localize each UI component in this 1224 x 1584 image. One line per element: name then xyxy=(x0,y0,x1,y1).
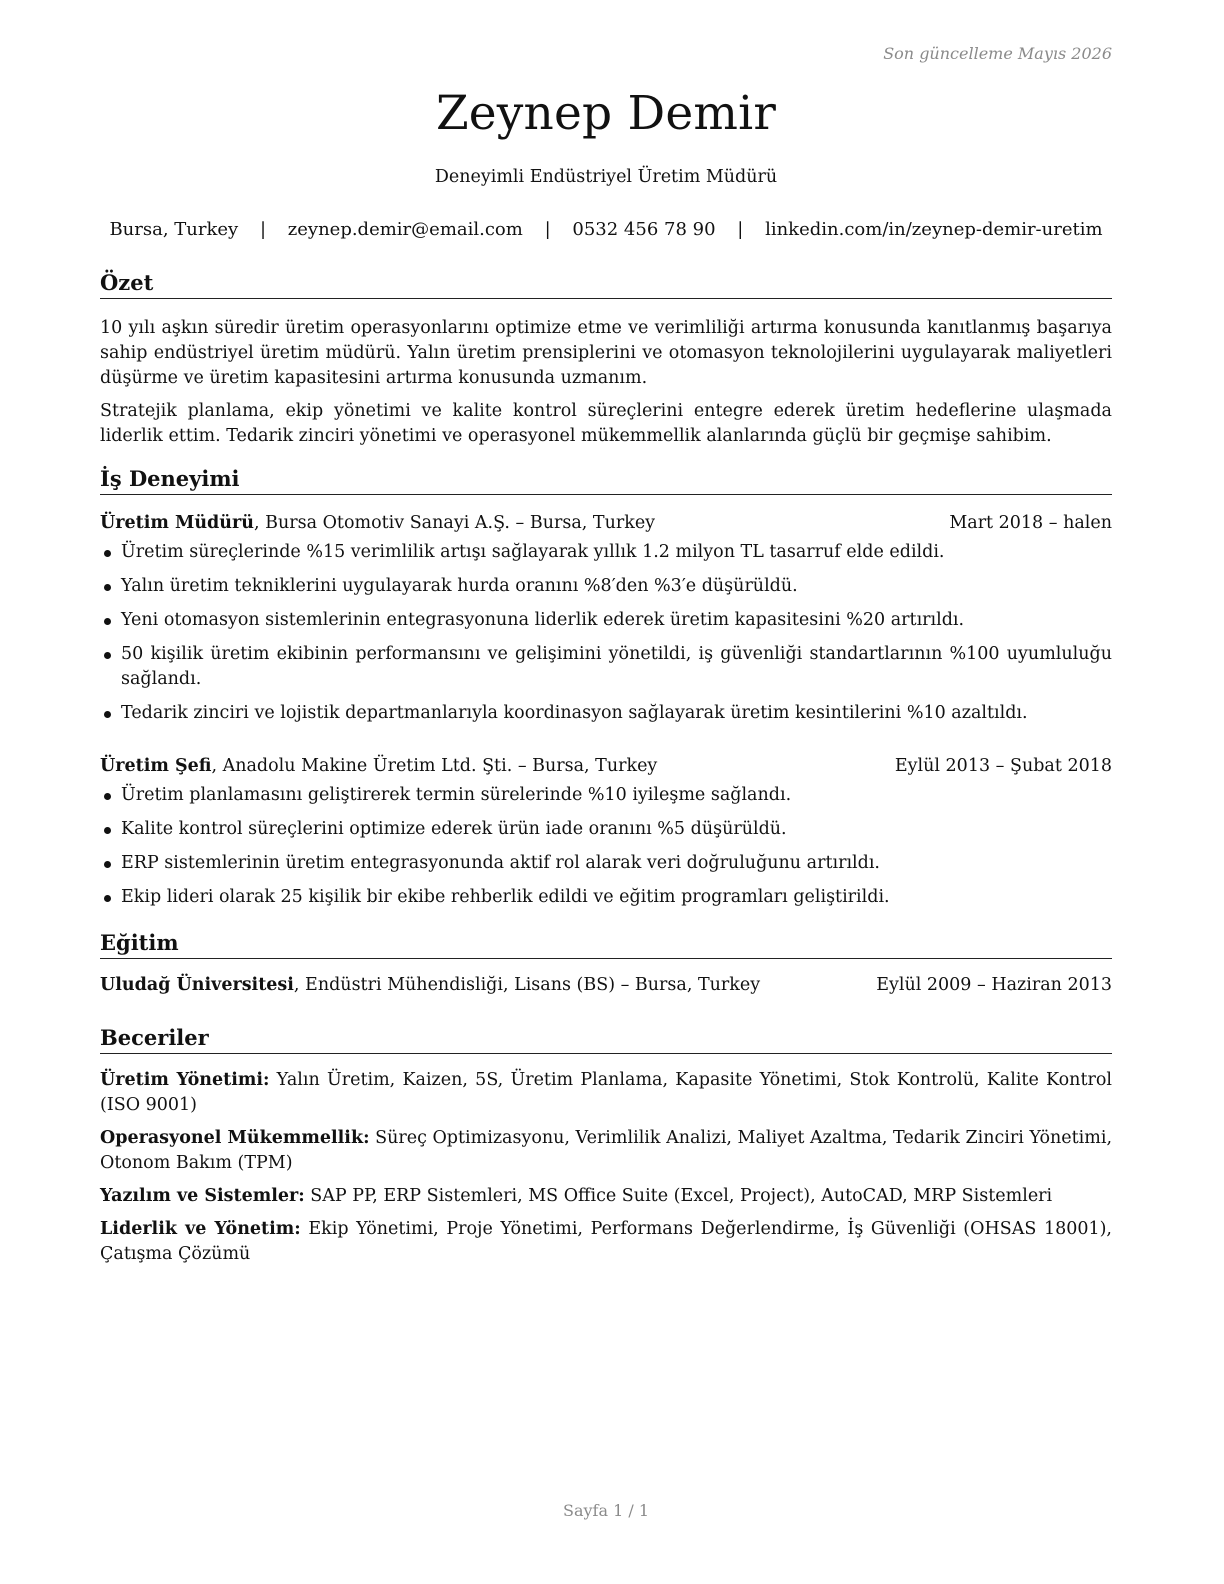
skill-text: SAP PP, ERP Sistemleri, MS Office Suite (Excel, Project), AutoCAD, MRP Sistemleri xyxy=(304,1186,1053,1206)
education-title: Eğitim xyxy=(100,928,1112,959)
skill-item xyxy=(100,1217,1112,1267)
job-entry xyxy=(100,754,1112,910)
job-bullet: Üretim süreçlerinde %15 verimlilik artışı sağlayarak yıllık 1.2 milyon TL tasarruf elde edildi. xyxy=(100,540,1112,565)
job-role: Üretim Şefi xyxy=(100,756,212,776)
last-updated-note: Son güncelleme Mayıs 2026 xyxy=(883,44,1112,63)
candidate-headline: Deneyimli Endüstriyel Üretim Müdürü xyxy=(434,167,778,187)
job-bullet: Yalın üretim tekniklerini uygulayarak hurda oranını %8′den %3′e düşürüldü. xyxy=(100,574,1112,599)
job-bullet: Kalite kontrol süreçlerini optimize ederek ürün iade oranını %5 düşürüldü. xyxy=(100,817,1112,842)
job-bullets xyxy=(100,540,1112,726)
job-bullets xyxy=(100,783,1112,910)
education-school-details xyxy=(100,973,760,997)
education-school: Uludağ Üniversitesi xyxy=(100,975,294,995)
skill-label: Liderlik ve Yönetim: xyxy=(100,1219,301,1239)
job-role: Üretim Müdürü xyxy=(100,513,254,533)
skill-item xyxy=(100,1184,1112,1209)
experience-section xyxy=(100,464,1112,910)
resume-page xyxy=(100,0,1112,1584)
job-entry xyxy=(100,511,1112,726)
contact-separator: | xyxy=(259,219,267,240)
page-number: Sayfa 1 / 1 xyxy=(562,1501,649,1520)
job-dates: Eylül 2013 – Şubat 2018 xyxy=(894,756,1112,776)
summary-body xyxy=(100,316,1112,449)
job-bullet: Üretim planlamasını geliştirerek termin sürelerinde %10 iyileşme sağlandı. xyxy=(100,783,1112,808)
job-bullet: Tedarik zinciri ve lojistik departmanlarıyla koordinasyon sağlayarak üretim kesintilerini %10 azaltıldı. xyxy=(100,701,1112,726)
summary-paragraph: 10 yılı aşkın süredir üretim operasyonlarını optimize etme ve verimliliği artırma konusunda kanıtlanmış başarıya sahip endüstriyel üretim müdürü. Yalın üretim prensiplerini ve otomasyon teknolojilerini uygulayarak maliyetleri düşürme ve üretim kapasitesini artırma konusunda uzmanım. xyxy=(100,318,1112,388)
skill-item xyxy=(100,1126,1112,1176)
summary-paragraph: Stratejik planlama, ekip yönetimi ve kalite kontrol süreçlerini entegre ederek üretim hedeflerine ulaşmada liderlik ettim. Tedarik zinciri yönetimi ve operasyonel mükemmellik alanlarında güçlü bir geçmişe sahibim. xyxy=(100,401,1112,446)
experience-title: İş Deneyimi xyxy=(100,464,1112,495)
resume-content xyxy=(100,268,1112,1275)
contact-linkedin[interactable]: linkedin.com/in/zeynep-demir-uretim xyxy=(765,219,1103,240)
candidate-name: Zeynep Demir xyxy=(435,86,777,141)
contact-location: Bursa, Turkey xyxy=(109,219,239,240)
skill-label: Üretim Yönetimi: xyxy=(100,1070,270,1090)
education-entry xyxy=(100,973,1112,997)
job-header xyxy=(100,511,1112,535)
skills-section xyxy=(100,1023,1112,1267)
job-bullet: Yeni otomasyon sistemlerinin entegrasyonuna liderlik ederek üretim kapasitesini %20 artırıldı. xyxy=(100,608,1112,633)
summary-section xyxy=(100,268,1112,449)
education-details: , Endüstri Mühendisliği, Lisans (BS) – Bursa, Turkey xyxy=(293,975,761,995)
summary-title: Özet xyxy=(100,268,1112,299)
job-company: , Bursa Otomotiv Sanayi A.Ş. – Bursa, Turkey xyxy=(253,513,656,533)
skill-text: Ekip Yönetimi, Proje Yönetimi, Performans Değerlendirme, İş Güvenliği (OHSAS 18001), Çatışma Çözümü xyxy=(100,1219,1112,1264)
contact-email[interactable]: zeynep.demir@email.com xyxy=(287,219,523,240)
job-company: , Anadolu Makine Üretim Ltd. Şti. – Bursa, Turkey xyxy=(211,756,658,776)
skill-text: Süreç Optimizasyonu, Verimlilik Analizi, Maliyet Azaltma, Tedarik Zinciri Yönetimi, Otonom Bakım (TPM) xyxy=(100,1128,1113,1173)
contact-separator: | xyxy=(737,219,744,240)
job-dates: Mart 2018 – halen xyxy=(949,513,1112,533)
job-header xyxy=(100,754,1112,778)
education-section xyxy=(100,928,1112,997)
job-bullet: ERP sistemlerinin üretim entegrasyonunda aktif rol alarak veri doğruluğunu artırıldı. xyxy=(100,851,1112,876)
skill-label: Operasyonel Mükemmellik: xyxy=(100,1128,370,1148)
job-bullet: 50 kişilik üretim ekibinin performansını ve gelişimini yönetildi, iş güvenliği standartlarının %100 uyumluluğu sağlandı. xyxy=(100,642,1112,692)
skill-text: Yalın Üretim, Kaizen, 5S, Üretim Planlama, Kapasite Yönetimi, Stok Kontrolü, Kalite Kontrol (ISO 9001) xyxy=(100,1070,1112,1115)
contact-line xyxy=(100,219,1112,240)
skills-list xyxy=(100,1068,1112,1267)
contact-separator: | xyxy=(544,219,551,240)
skill-label: Yazılım ve Sistemler: xyxy=(100,1186,305,1206)
skills-title: Beceriler xyxy=(100,1023,1112,1054)
job-role-company xyxy=(100,754,657,778)
job-role-company xyxy=(100,511,655,535)
contact-phone[interactable]: 0532 456 78 90 xyxy=(572,219,716,240)
education-dates: Eylül 2009 – Haziran 2013 xyxy=(876,975,1112,995)
skill-item xyxy=(100,1068,1112,1118)
job-bullet: Ekip lideri olarak 25 kişilik bir ekibe rehberlik edildi ve eğitim programları geliştirildi. xyxy=(100,885,1112,910)
